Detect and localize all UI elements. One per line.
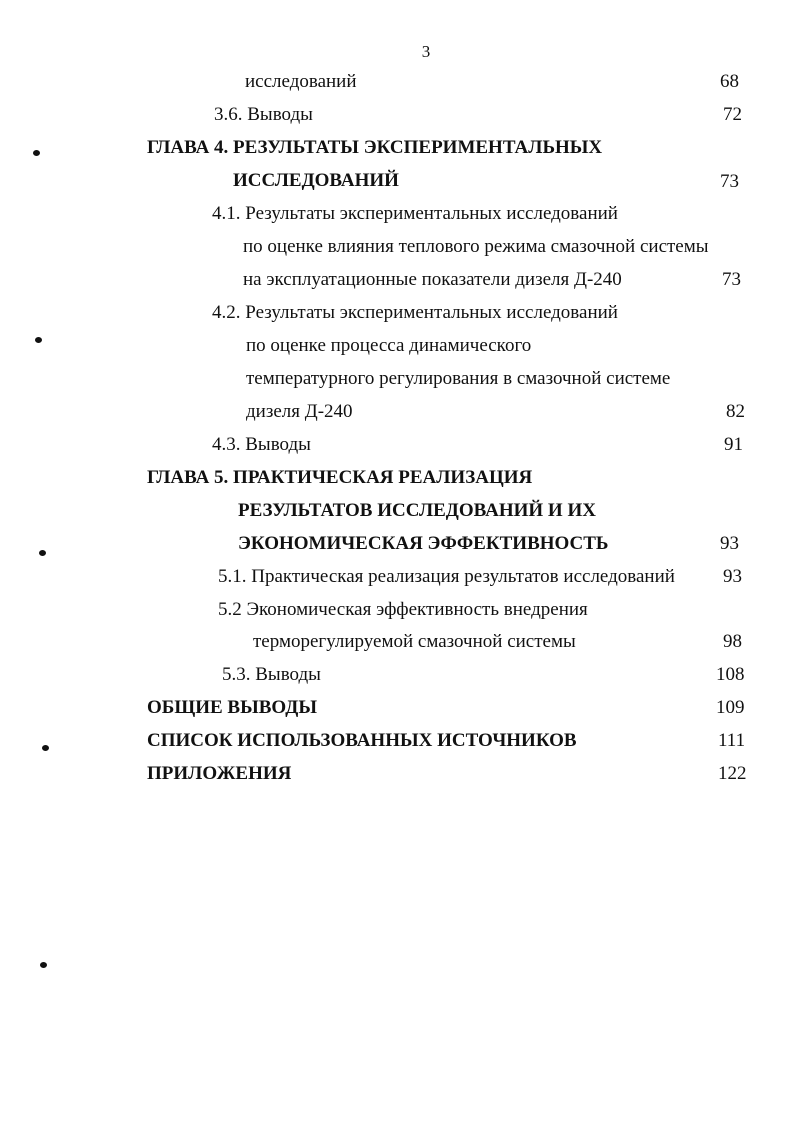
chapter-heading: ИССЛЕДОВАНИЙ: [233, 170, 399, 191]
section-heading: ПРИЛОЖЕНИЯ: [147, 763, 292, 784]
section-heading: ОБЩИЕ ВЫВОДЫ: [147, 697, 317, 718]
toc-entry-text: 3.6. Выводы: [214, 104, 313, 125]
toc-entry-page: 68: [720, 71, 739, 92]
toc-entry-text: температурного регулирования в смазочной системе: [246, 368, 671, 389]
binding-mark: [40, 962, 47, 968]
toc-entry-page: 93: [723, 566, 742, 587]
toc-entry-page: 108: [716, 664, 745, 685]
toc-entry-page: 111: [718, 730, 746, 751]
binding-mark: [35, 337, 42, 343]
chapter-heading: РЕЗУЛЬТАТОВ ИССЛЕДОВАНИЙ И ИХ: [238, 500, 596, 521]
toc-entry-page: 91: [724, 434, 743, 455]
chapter-heading: ГЛАВА 5. ПРАКТИЧЕСКАЯ РЕАЛИЗАЦИЯ: [147, 467, 533, 488]
toc-entry-text: 5.1. Практическая реализация результатов исследований: [218, 566, 675, 587]
toc-entry-text: 5.2 Экономическая эффективность внедрения: [218, 599, 588, 620]
binding-mark: [39, 550, 46, 556]
toc-entry-text: 4.3. Выводы: [212, 434, 311, 455]
toc-entry-page: 72: [723, 104, 742, 125]
toc-entry-text: по оценке процесса динамического: [246, 335, 532, 356]
toc-entry-text: по оценке влияния теплового режима смазочной системы: [243, 236, 709, 257]
toc-entry-page: 82: [726, 401, 745, 422]
section-heading: СПИСОК ИСПОЛЬЗОВАННЫХ ИСТОЧНИКОВ: [147, 730, 577, 751]
chapter-heading: ГЛАВА 4. РЕЗУЛЬТАТЫ ЭКСПЕРИМЕНТАЛЬНЫХ: [147, 137, 603, 158]
toc-entry-page: 122: [718, 763, 747, 784]
toc-entry-page: 109: [716, 697, 745, 718]
binding-mark: [33, 150, 40, 156]
binding-mark: [42, 745, 49, 751]
toc-entry-page: 93: [720, 533, 739, 554]
toc-entry-text: исследований: [245, 71, 357, 92]
page-number: 3: [421, 42, 431, 61]
toc-entry-text: 4.2. Результаты экспериментальных исследований: [212, 302, 618, 323]
toc-entry-text: терморегулируемой смазочной системы: [253, 631, 576, 652]
toc-entry-text: 5.3. Выводы: [222, 664, 321, 685]
toc-entry-page: 98: [723, 631, 742, 652]
toc-entry-text: дизеля Д-240: [246, 401, 353, 422]
toc-entry-text: на эксплуатационные показатели дизеля Д-240: [243, 269, 622, 290]
chapter-heading: ЭКОНОМИЧЕСКАЯ ЭФФЕКТИВНОСТЬ: [238, 533, 609, 554]
toc-entry-page: 73: [722, 269, 741, 290]
toc-entry-page: 73: [720, 171, 739, 192]
toc-entry-text: 4.1. Результаты экспериментальных исследований: [212, 203, 618, 224]
